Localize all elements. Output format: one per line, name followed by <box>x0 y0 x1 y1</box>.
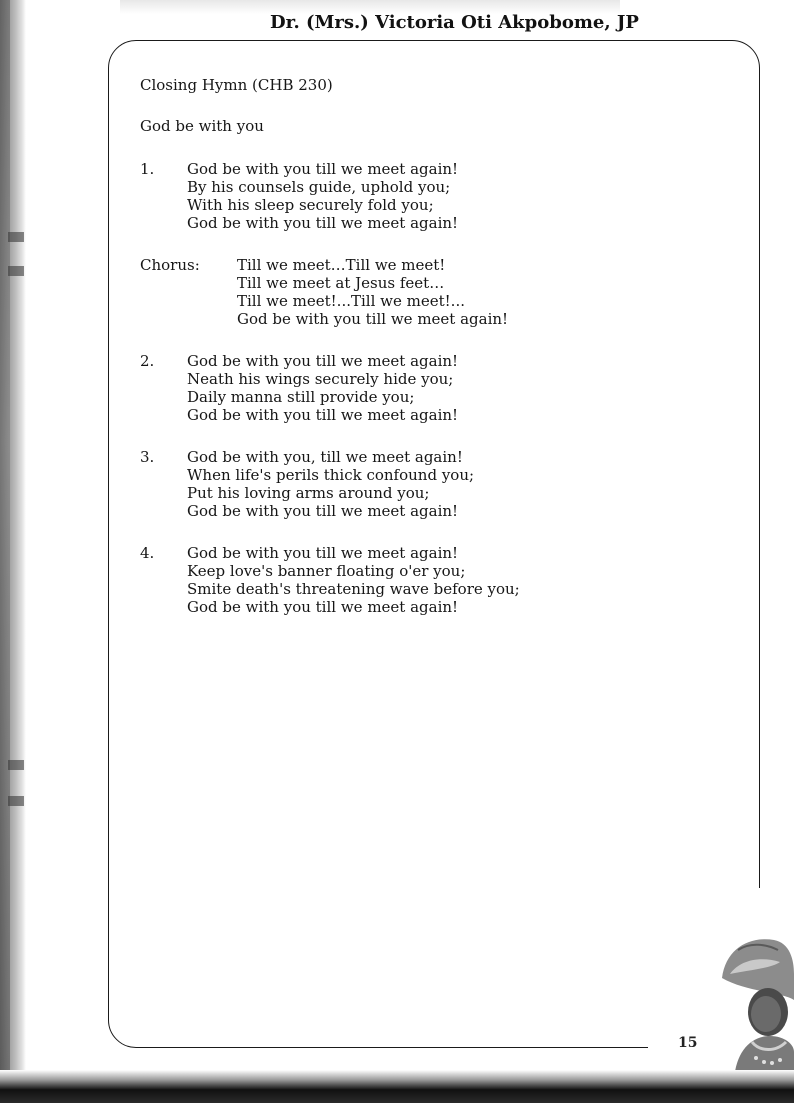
running-header: Dr. (Mrs.) Victoria Oti Akpobome, JP <box>270 12 639 33</box>
verse-line: Put his loving arms around you; <box>187 484 430 502</box>
chorus-line: Till we meet…Till we meet! <box>237 256 446 274</box>
verse-lines <box>187 448 474 520</box>
verse-line: God be with you till we meet again! <box>187 406 459 424</box>
hymn-content <box>140 76 720 616</box>
portrait-photo <box>716 930 794 1080</box>
page-number: 15 <box>678 1035 698 1051</box>
portrait-illustration <box>716 930 794 1080</box>
verse-line: With his sleep securely fold you; <box>187 196 434 214</box>
verse-line: By his counsels guide, uphold you; <box>187 178 451 196</box>
verse-line: Daily manna still provide you; <box>187 388 415 406</box>
verse-4 <box>140 544 720 616</box>
verse-3 <box>140 448 720 520</box>
verse-1 <box>140 160 720 232</box>
verse-line: God be with you till we meet again! <box>187 352 459 370</box>
chorus-line: Till we meet at Jesus feet… <box>237 274 445 292</box>
chorus <box>140 256 720 328</box>
binding-mark <box>8 796 24 806</box>
verse-line: Neath his wings securely hide you; <box>187 370 454 388</box>
verse-lines <box>187 352 458 424</box>
spine-shadow <box>0 0 10 1103</box>
verse-line: Smite death's threatening wave before you; <box>187 580 520 598</box>
verse-line: God be with you till we meet again! <box>187 598 459 616</box>
verse-number: 1. <box>140 160 155 178</box>
hymn-heading: Closing Hymn (CHB 230) <box>140 76 333 94</box>
verse-line: God be with you till we meet again! <box>187 502 459 520</box>
binding-mark <box>8 760 24 770</box>
verse-line: God be with you, till we meet again! <box>187 448 463 466</box>
verse-line: When life's perils thick confound you; <box>187 466 475 484</box>
binding-mark <box>8 266 24 276</box>
verse-line: God be with you till we meet again! <box>187 214 459 232</box>
verse-number: 2. <box>140 352 155 370</box>
chorus-line: God be with you till we meet again! <box>237 310 509 328</box>
book-edge-shadow <box>0 1070 794 1103</box>
chorus-lines <box>237 256 508 328</box>
chorus-line: Till we meet!...Till we meet!... <box>237 292 465 310</box>
verse-2 <box>140 352 720 424</box>
verse-number: 4. <box>140 544 155 562</box>
hymn-title: God be with you <box>140 117 264 135</box>
verse-line: Keep love's banner floating o'er you; <box>187 562 466 580</box>
verse-line: God be with you till we meet again! <box>187 160 459 178</box>
verse-number: 3. <box>140 448 155 466</box>
verse-lines <box>187 160 458 232</box>
verse-line: God be with you till we meet again! <box>187 544 459 562</box>
chorus-label: Chorus: <box>140 256 200 274</box>
binding-mark <box>8 232 24 242</box>
verse-lines <box>187 544 520 616</box>
